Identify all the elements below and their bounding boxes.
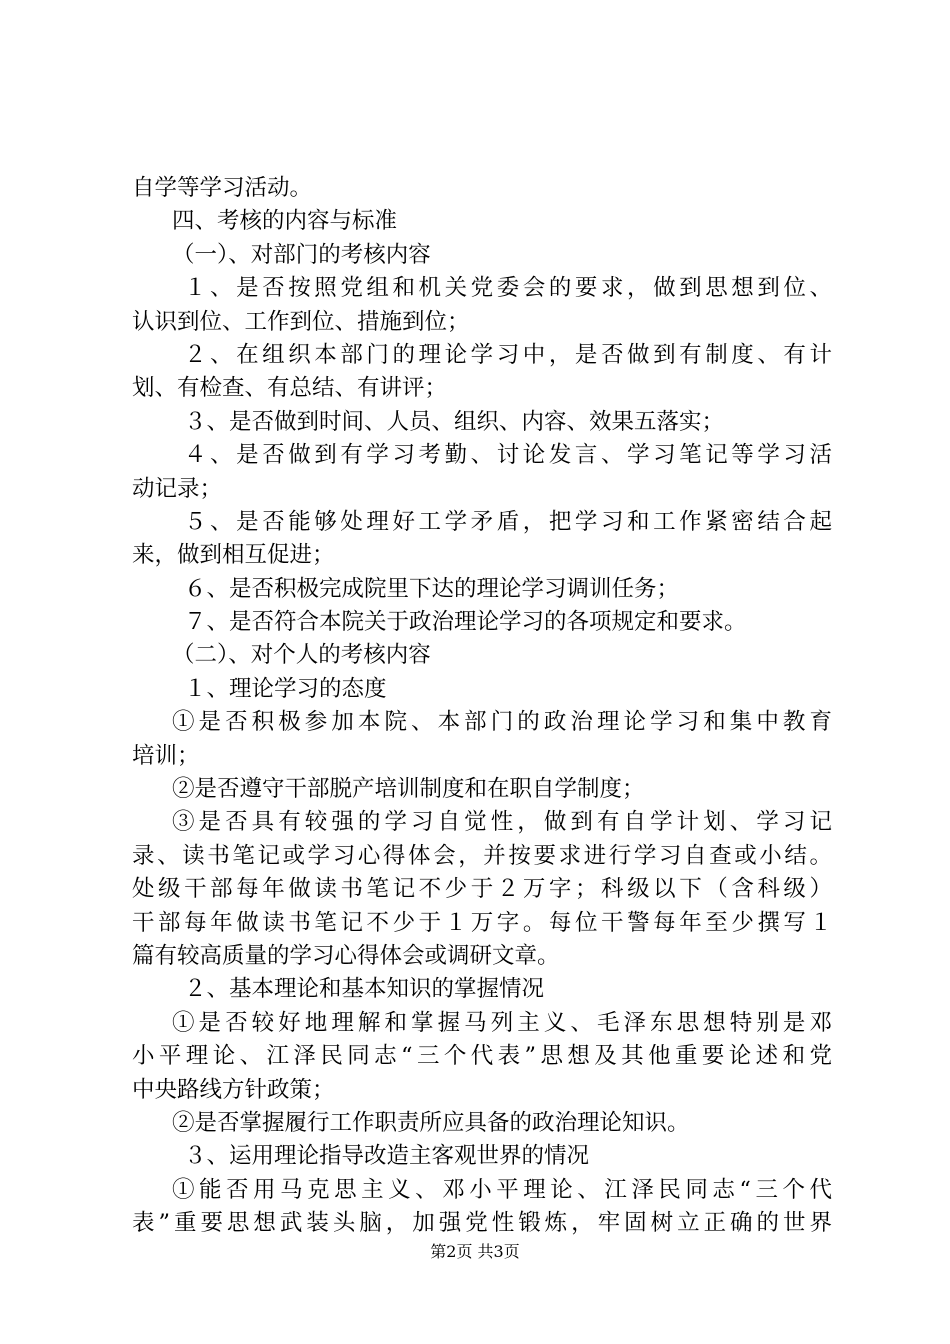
text-line: １、是否按照党组和机关党委会的要求，做到思想到位、 bbox=[184, 275, 832, 302]
text-line: ①能否用马克思主义、邓小平理论、江泽民同志“三个代 bbox=[172, 1176, 832, 1203]
text-line: １、理论学习的态度 bbox=[184, 675, 387, 702]
text-line: 表”重要思想武装头脑，加强党性锻炼，牢固树立正确的世界 bbox=[132, 1210, 832, 1237]
document-body bbox=[132, 172, 832, 1241]
text-line: 中央路线方针政策； bbox=[132, 1076, 335, 1103]
subsection-heading: （一）、对部门的考核内容 bbox=[172, 241, 431, 268]
text-line: ③是否具有较强的学习自觉性，做到有自学计划、学习记 bbox=[172, 809, 832, 836]
text-line: 来，做到相互促进； bbox=[132, 542, 335, 569]
text-line: 小平理论、江泽民同志“三个代表”思想及其他重要论述和党 bbox=[132, 1043, 832, 1070]
text-line: ４、是否做到有学习考勤、讨论发言、学习笔记等学习活 bbox=[184, 442, 832, 469]
text-line: ①是否积极参加本院、本部门的政治理论学习和集中教育 bbox=[172, 709, 832, 736]
text-line: ６、是否积极完成院里下达的理论学习调训任务； bbox=[184, 575, 680, 602]
subsection-heading: （二）、对个人的考核内容 bbox=[172, 642, 431, 669]
text-line: ５、是否能够处理好工学矛盾，把学习和工作紧密结合起 bbox=[184, 508, 832, 535]
text-line: 篇有较高质量的学习心得体会或调研文章。 bbox=[132, 942, 560, 969]
text-line: 划、有检查、有总结、有讲评； bbox=[132, 375, 448, 402]
text-line: ３、运用理论指导改造主客观世界的情况 bbox=[184, 1143, 590, 1170]
text-line: 认识到位、工作到位、措施到位； bbox=[132, 308, 470, 335]
text-line: ３、是否做到时间、人员、组织、内容、效果五落实； bbox=[184, 408, 725, 435]
text-line: ②是否遵守干部脱产培训制度和在职自学制度； bbox=[172, 776, 645, 803]
text-line: 干部每年做读书笔记不少于１万字。每位干警每年至少撰写１ bbox=[132, 909, 832, 936]
text-line: ２、基本理论和基本知识的掌握情况 bbox=[184, 976, 545, 1003]
text-line: 录、读书笔记或学习心得体会，并按要求进行学习自查或小结。 bbox=[132, 842, 832, 869]
section-heading: 四、考核的内容与标准 bbox=[172, 208, 398, 235]
text-line: 自学等学习活动。 bbox=[132, 175, 313, 201]
text-line: ２、在组织本部门的理论学习中，是否做到有制度、有计 bbox=[184, 341, 832, 368]
text-line: ②是否掌握履行工作职责所应具备的政治理论知识。 bbox=[172, 1109, 690, 1136]
text-line: ①是否较好地理解和掌握马列主义、毛泽东思想特别是邓 bbox=[172, 1009, 832, 1036]
page-footer: 第2页 共3页 bbox=[430, 1242, 520, 1261]
text-line: 培训； bbox=[132, 742, 200, 769]
text-line: 处级干部每年做读书笔记不少于２万字；科级以下（含科级） bbox=[132, 876, 832, 903]
text-line: ７、是否符合本院关于政治理论学习的各项规定和要求。 bbox=[184, 609, 747, 636]
text-line: 动记录； bbox=[132, 475, 223, 502]
